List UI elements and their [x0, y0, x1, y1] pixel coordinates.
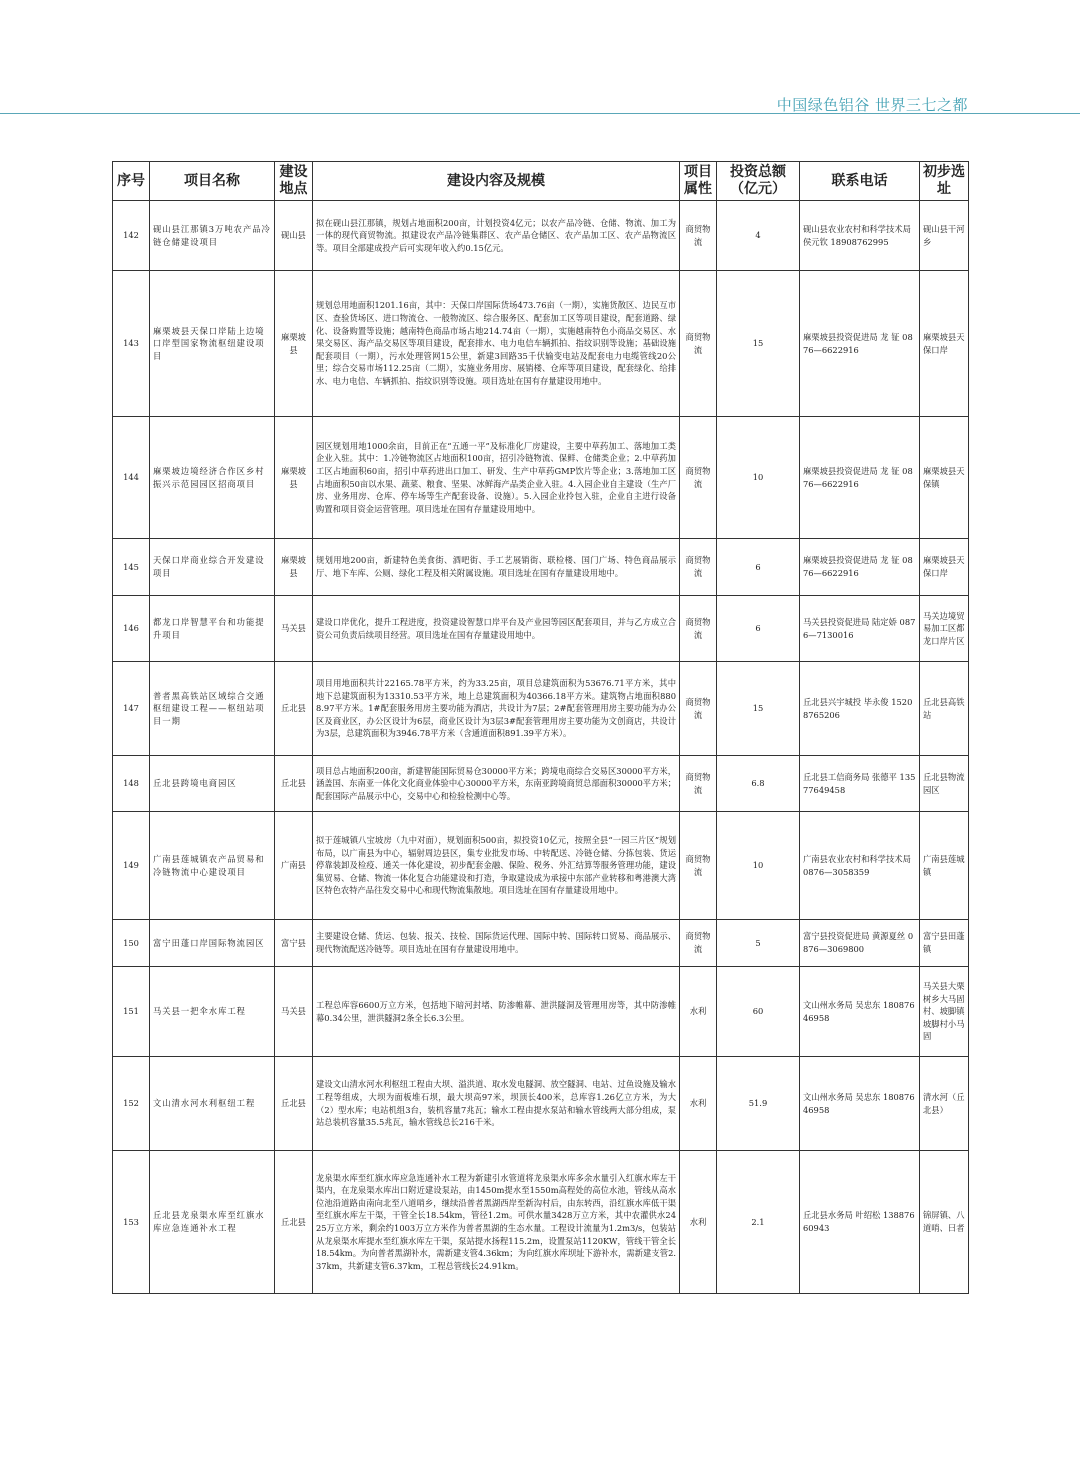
cell-attribute: 商贸物流 — [680, 920, 717, 967]
cell-site: 丘北县高铁站 — [920, 662, 969, 756]
cell-content: 拟在砚山县江那镇，规划占地面积200亩，计划投资4亿元；以农产品冷链、仓储、物流、加工为一体的现代商贸物流。拟建设农产品冷链集群区、农产品仓储区、农产品加工区、农产品物流区等。项目全部建成投产后可实现年收入约0.15亿元。 — [313, 201, 680, 271]
cell-investment: 5 — [717, 920, 800, 967]
cell-investment: 6.8 — [717, 756, 800, 812]
table-row — [113, 756, 969, 812]
cell-name: 富宁田蓬口岸国际物流园区 — [150, 920, 275, 967]
cell-no: 144 — [113, 417, 150, 539]
cell-location: 马关县 — [275, 967, 313, 1057]
table-row — [113, 812, 969, 920]
cell-contact: 麻栗坡县投资促进局 龙 钲 0876—6622916 — [800, 271, 920, 417]
cell-location: 丘北县 — [275, 1057, 313, 1151]
cell-site: 麻栗坡县天保口岸 — [920, 539, 969, 596]
table-row — [113, 967, 969, 1057]
cell-name: 丘北县龙泉渠水库至红旗水库应急连通补水工程 — [150, 1151, 275, 1294]
cell-site: 清水河（丘北县） — [920, 1057, 969, 1151]
cell-name: 天保口岸商业综合开发建设项目 — [150, 539, 275, 596]
header-content: 建设内容及规模 — [313, 162, 680, 201]
cell-no: 147 — [113, 662, 150, 756]
cell-site: 广南县莲城镇 — [920, 812, 969, 920]
cell-site: 砚山县干河乡 — [920, 201, 969, 271]
header-investment: 投资总额（亿元） — [717, 162, 800, 201]
cell-contact: 文山州水务局 吴忠东 18087646958 — [800, 1057, 920, 1151]
cell-investment: 6 — [717, 539, 800, 596]
cell-attribute: 水利 — [680, 967, 717, 1057]
cell-investment: 15 — [717, 662, 800, 756]
cell-content: 项目用地面积共计22165.78平方米，约为33.25亩，项目总建筑面积为53676.71平方米，其中地下总建筑面积为13310.53平方米，地上总建筑面积为40366.18平方米。建筑物占地面积8808.97平方米。1#配套服务用房主要功能为酒店，共设计为7层；2#配套管理用房主要功能为办公区及商业区，办公区设计为6层，商业区设计为3层3#配套管理用房主要功能为文创商店，共设计为3层，总建筑面积为3946.78平方米（含通道面积891.39平方米）。 — [313, 662, 680, 756]
cell-contact: 丘北县兴宇城投 毕永俊 15208765206 — [800, 662, 920, 756]
cell-investment: 10 — [717, 812, 800, 920]
table-row — [113, 539, 969, 596]
cell-content: 园区规划用地1000余亩，目前正在“五通一平”及标准化厂房建设，主要中草药加工、落地加工类企业入驻。其中：1.冷链物流区占地面积100亩，招引冷链物流、保鲜、仓储类企业；2.中草药加工区占地面积60亩，招引中草药进出口加工、研发、生产中草药GMP饮片等企业；3.落地加工区占地面积50亩以水果、蔬菜、粮食、坚果、冰鲜海产品类企业入驻。4.入园企业自主建设（生产厂房、业务用房、仓库、停车场等生产配套设备、设施）。5.入园企业拎包入驻，企业自主进行设备购置和项目资金运营管理。项目选址在国有存量建设用地中。 — [313, 417, 680, 539]
cell-location: 丘北县 — [275, 1151, 313, 1294]
cell-location: 马关县 — [275, 596, 313, 662]
cell-site: 麻栗坡县天保口岸 — [920, 271, 969, 417]
cell-attribute: 商贸物流 — [680, 417, 717, 539]
table-row — [113, 271, 969, 417]
cell-no: 143 — [113, 271, 150, 417]
cell-site: 马关县大栗树乡大马固村、坡脚镇坡脚村小马固 — [920, 967, 969, 1057]
cell-site: 马关边境贸易加工区都龙口岸片区 — [920, 596, 969, 662]
cell-name: 广南县莲城镇农产品贸易和冷链物流中心建设项目 — [150, 812, 275, 920]
table-row — [113, 201, 969, 271]
cell-no: 149 — [113, 812, 150, 920]
cell-contact: 丘北县水务局 叶绍松 13887660943 — [800, 1151, 920, 1294]
cell-location: 广南县 — [275, 812, 313, 920]
cell-attribute: 商贸物流 — [680, 596, 717, 662]
table-row — [113, 920, 969, 967]
cell-attribute: 商贸物流 — [680, 271, 717, 417]
table-row — [113, 417, 969, 539]
cell-name: 麻栗坡边境经济合作区乡村振兴示范园园区招商项目 — [150, 417, 275, 539]
cell-name: 都龙口岸智慧平台和功能提升项目 — [150, 596, 275, 662]
header-site: 初步选址 — [920, 162, 969, 201]
cell-investment: 60 — [717, 967, 800, 1057]
table-row — [113, 1151, 969, 1294]
header-attribute: 项目属性 — [680, 162, 717, 201]
cell-content: 拟于莲城镇八宝坡房（九中对面），规划面积500亩，拟投资10亿元，按照全县“一园三片区”规划布局，以广南县为中心，辐射周边县区，集专业批发市场、中转配送、冷链仓储、分拣包装、货运停靠装卸及检疫、通关一体化建设，初步配套金融、保险、税务、外汇结算等服务管理功能，建设集贸易、仓储、物流一体化复合功能建设和打造，争取建设成为承接中东部产业转移和粤港澳大湾区特色农特产品往发交易中心和现代物流集散地。项目选址在国有存量建设用地中。 — [313, 812, 680, 920]
header-divider — [0, 113, 1080, 114]
cell-name: 马关县一把伞水库工程 — [150, 967, 275, 1057]
cell-location: 麻栗坡县 — [275, 539, 313, 596]
header-contact: 联系电话 — [800, 162, 920, 201]
cell-investment: 4 — [717, 201, 800, 271]
table-row — [113, 1057, 969, 1151]
cell-attribute: 商贸物流 — [680, 756, 717, 812]
cell-location: 丘北县 — [275, 662, 313, 756]
cell-attribute: 商贸物流 — [680, 812, 717, 920]
cell-location: 砚山县 — [275, 201, 313, 271]
cell-no: 153 — [113, 1151, 150, 1294]
cell-contact: 砚山县农业农村和科学技术局 侯元钦 18908762995 — [800, 201, 920, 271]
cell-site: 富宁县田蓬镇 — [920, 920, 969, 967]
cell-no: 142 — [113, 201, 150, 271]
cell-contact: 文山州水务局 吴忠东 18087646958 — [800, 967, 920, 1057]
cell-investment: 51.9 — [717, 1057, 800, 1151]
cell-investment: 15 — [717, 271, 800, 417]
cell-investment: 2.1 — [717, 1151, 800, 1294]
cell-attribute: 商贸物流 — [680, 539, 717, 596]
cell-name: 文山清水河水利枢纽工程 — [150, 1057, 275, 1151]
table-row — [113, 662, 969, 756]
cell-name: 普者黑高铁站区域综合交通枢纽建设工程——枢纽站项目一期 — [150, 662, 275, 756]
cell-no: 151 — [113, 967, 150, 1057]
cell-no: 148 — [113, 756, 150, 812]
cell-investment: 6 — [717, 596, 800, 662]
table-row — [113, 596, 969, 662]
header-title: 中国绿色铝谷 世界三七之都 — [776, 96, 968, 114]
cell-no: 146 — [113, 596, 150, 662]
cell-name: 麻栗坡县天保口岸陆上边境口岸型国家物流枢纽建设项目 — [150, 271, 275, 417]
cell-no: 150 — [113, 920, 150, 967]
cell-content: 龙泉渠水库至红旗水库应急连通补水工程为新建引水管道将龙泉渠水库多余水量引入红旗水库左干渠内，在龙泉渠水库出口附近建设泵站，由1450m提水至1550m高程处的高位水池，管线从高水位池沿道路由南向北至八道哨乡，继续沿普者黑湖西岸至新沟村后，由东转西，沿红旗水库低干渠至红旗水库左干渠，干管全长18.54km，管径1.2m。可供水量3428万立方米，其中农灌供水2425万立方米，剩余约1003万立方米作为普者黑湖的生态水量。工程设计流量为1.2m3/s，包装站从龙泉渠水库提水至红旗水库左干渠，泵站提水扬程115.2m，设置泵站1120KW，管线干管全长18.54km。为向普者黑湖补水，需新建支管4.36km；为向红旗水库坝址下游补水，需新建支管2.37km，共新建支管6.37km，工程总管线长24.91km。 — [313, 1151, 680, 1294]
cell-attribute: 水利 — [680, 1151, 717, 1294]
cell-content: 建设口岸优化，提升工程进度，投资建设智慧口岸平台及产业园等园区配套项目，并与乙方成立合资公司负责后续项目经营。项目选址在国有存量建设用地中。 — [313, 596, 680, 662]
cell-attribute: 商贸物流 — [680, 662, 717, 756]
cell-content: 项目总占地面积200亩，新建智能国际贸易仓30000平方米；跨境电商综合交易区30000平方米，涵盖国、东南亚一体化文化商业体验中心30000平方米，东南亚跨境商贸总部面积30000平方米；配套国际产品展示中心，交易中心和检验检测中心等。 — [313, 756, 680, 812]
table-header-row — [113, 162, 969, 201]
cell-location: 富宁县 — [275, 920, 313, 967]
cell-no: 152 — [113, 1057, 150, 1151]
cell-location: 麻栗坡县 — [275, 417, 313, 539]
cell-content: 规划总用地面积1201.16亩，其中：天保口岸国际货场473.76亩（一期），实施货散区、边民互市区、查验货场区、进口物流仓、一般物流区、综合服务区、配套加工区等项目建设，配套道路、绿化、设备购置等设施；越南特色商品市场占地214.74亩（一期），实施越南特色小商品交易区、水果交易区、海产品交易区等项目建设，配套排水、电力电信车辆抓拍、指纹识别等设施；基础设施配套项目（一期），污水处理管网15公里，新建3回路35千伏输变电站及配套电力电缆管线20公里；综合交易市场112.25亩（二期），实施业务用房、展销楼、仓库等项目建设，配套绿化、给排水、电力电信、车辆抓拍、指纹识别等设施。项目选址在国有存量建设用地中。 — [313, 271, 680, 417]
header-no: 序号 — [113, 162, 150, 201]
cell-no: 145 — [113, 539, 150, 596]
cell-investment: 10 — [717, 417, 800, 539]
cell-site: 丘北县物流园区 — [920, 756, 969, 812]
cell-contact: 麻栗坡县投资促进局 龙 钲 0876—6622916 — [800, 539, 920, 596]
cell-contact: 丘北县工信商务局 张德平 13577649458 — [800, 756, 920, 812]
cell-contact: 富宁县投资促进局 黄源夏丝 0876—3069800 — [800, 920, 920, 967]
cell-location: 麻栗坡县 — [275, 271, 313, 417]
cell-attribute: 水利 — [680, 1057, 717, 1151]
cell-contact: 马关县投资促进局 陆定娇 0876—7130016 — [800, 596, 920, 662]
cell-contact: 麻栗坡县投资促进局 龙 钲 0876—6622916 — [800, 417, 920, 539]
cell-content: 主要建设仓储、货运、包装、报关、技检、国际货运代理、国际中转、国际转口贸易、商品展示、现代物流配送冷链等。项目选址在国有存量建设用地中。 — [313, 920, 680, 967]
projects-table — [112, 161, 969, 1294]
cell-content: 工程总库容6600万立方米，包括地下暗河封堵、防渗帷幕、泄洪隧洞及管理用房等，其中防渗帷幕0.34公里，泄洪隧洞2条全长6.3公里。 — [313, 967, 680, 1057]
cell-name: 砚山县江那镇3万吨农产品冷链仓储建设项目 — [150, 201, 275, 271]
cell-content: 建设文山清水河水利枢纽工程由大坝、溢洪道、取水发电隧洞、放空隧洞、电站、过鱼设施及输水工程等组成，大坝为面板堆石坝，最大坝高97米，坝顶长400米，总库容1.26亿立方米，为大（2）型水库；电站机组3台，装机容量7兆瓦；输水工程由提水泵站和输水管线两大部分组成，泵站总装机容量35.5兆瓦，输水管线总长216千米。 — [313, 1057, 680, 1151]
cell-attribute: 商贸物流 — [680, 201, 717, 271]
header-location: 建设地点 — [275, 162, 313, 201]
cell-location: 丘北县 — [275, 756, 313, 812]
cell-contact: 广南县农业农村和科学技术局 0876—3058359 — [800, 812, 920, 920]
cell-site: 麻栗坡县天保镇 — [920, 417, 969, 539]
header-name: 项目名称 — [150, 162, 275, 201]
cell-site: 锦屏镇、八道哨、曰者 — [920, 1151, 969, 1294]
cell-name: 丘北县跨境电商园区 — [150, 756, 275, 812]
cell-content: 规划用地200亩，新建特色美食街、酒吧街、手工艺展销街、联检楼、国门广场、特色商品展示厅、地下车库、公厕、绿化工程及相关附属设施。项目选址在国有存量建设用地中。 — [313, 539, 680, 596]
